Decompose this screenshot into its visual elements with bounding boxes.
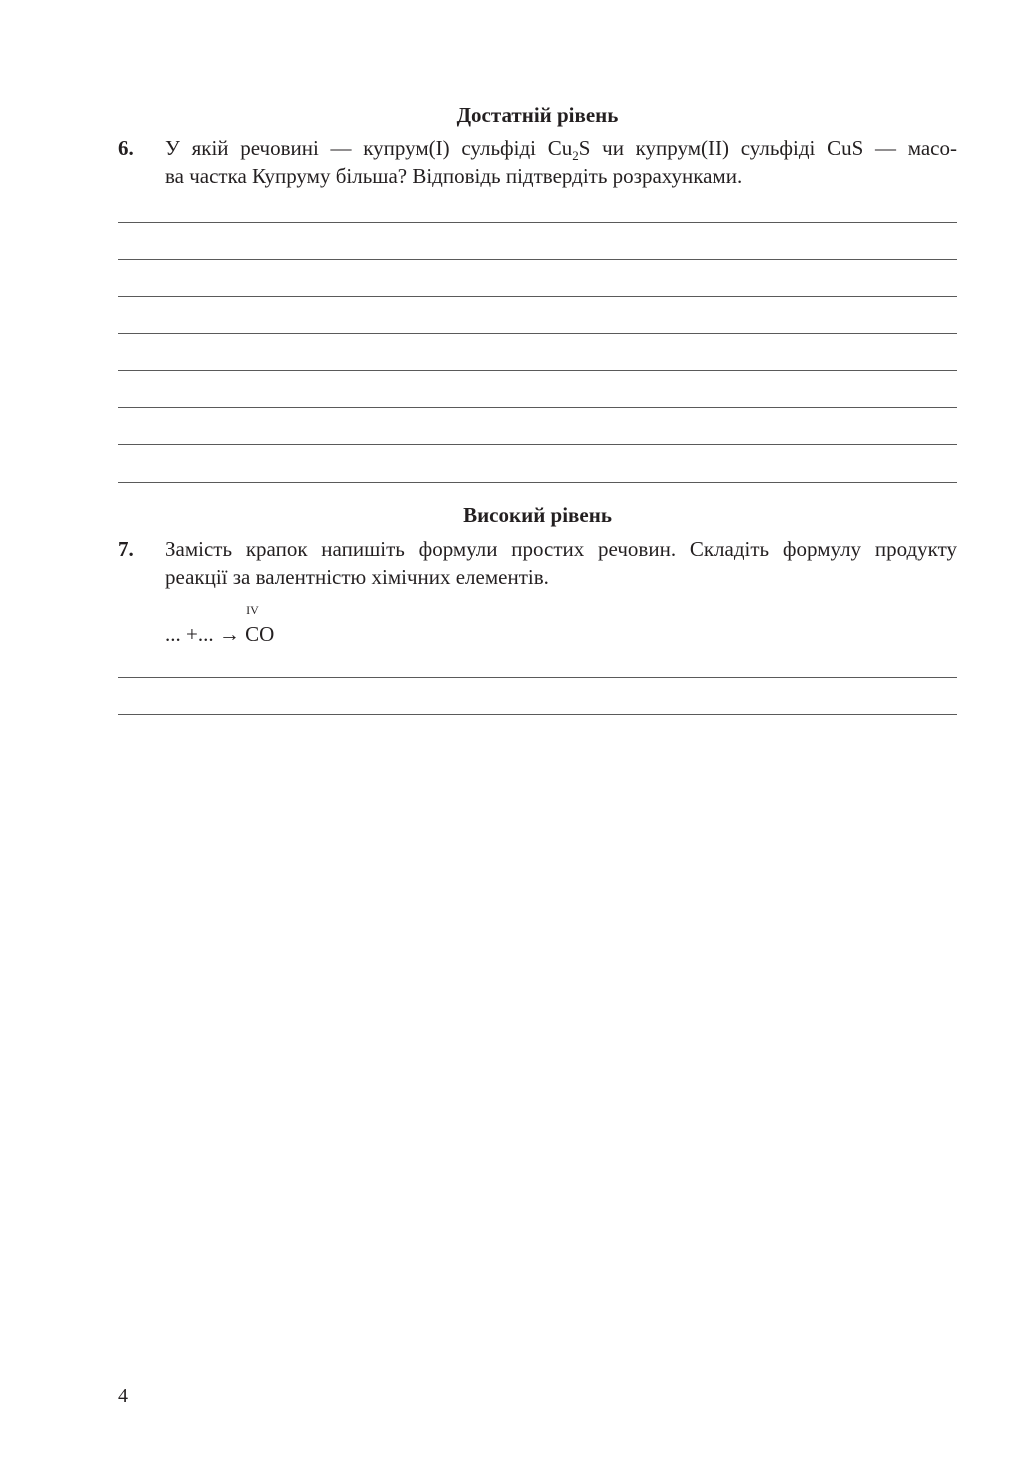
valence-label: IV [246,603,259,617]
equation-product: CO [245,622,275,646]
task-7-line-2: реакції за валентністю хімічних елементів. [165,565,549,589]
section-title-sufficient: Достатній рівень [456,103,619,127]
answer-line-7-1[interactable] [118,677,957,678]
task-6-number: 6. [118,136,134,160]
answer-line-6-2[interactable] [118,259,957,260]
answer-line-6-4[interactable] [118,333,957,334]
answer-line-7-2[interactable] [118,714,957,715]
equation-reactants: ... +... → [165,622,246,646]
task-7-text [165,535,957,591]
answer-line-6-1[interactable] [118,222,957,223]
section-title-high: Високий рівень [463,503,612,527]
answer-line-6-7[interactable] [118,444,957,445]
task-6-line-1 [165,134,957,162]
task-6-line-2: ва частка Купруму більша? Відповідь підтвердіть розрахунками. [165,164,743,188]
task-6-line-1-part-1: У якій речовині — купрум(І) сульфіді Cu [165,136,573,160]
task-6-line-1-part-2: S чи купрум(ІІ) сульфіді CuS — масо- [578,136,957,160]
task-6-subscript: 2 [572,148,579,164]
task-7-number: 7. [118,537,134,561]
answer-line-6-5[interactable] [118,370,957,371]
answer-line-6-3[interactable] [118,296,957,297]
answer-line-6-8[interactable] [118,482,957,483]
chemical-equation [165,603,275,648]
answer-line-6-6[interactable] [118,407,957,408]
task-6-text [165,134,957,190]
page-number: 4 [118,1385,128,1407]
equation-product-wrap [245,603,275,648]
task-7-line-1: Замість крапок напишіть формули простих речовин. Складіть формулу продукту [165,537,957,561]
